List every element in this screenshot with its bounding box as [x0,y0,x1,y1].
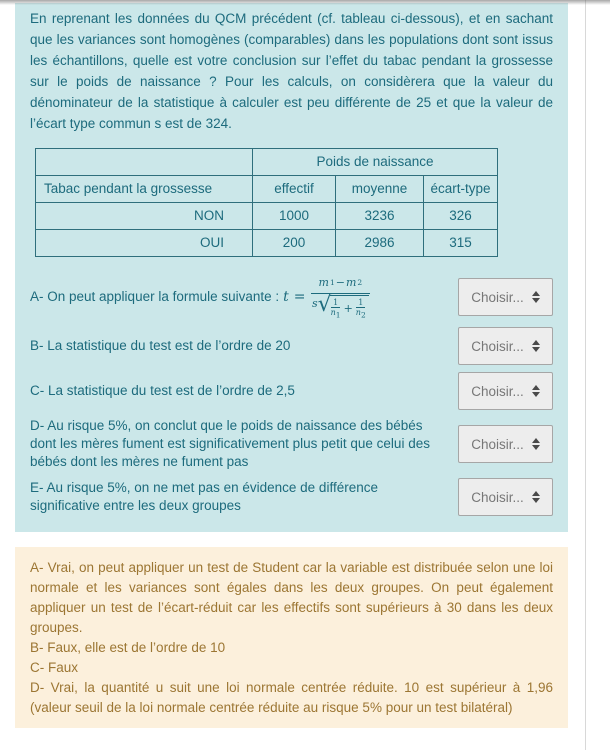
choice-select-c[interactable] [458,372,553,410]
cell-non-effectif: 1000 [253,203,336,230]
select-placeholder: Choisir... [471,436,524,452]
formula-denominator: s √ 1 $n_1$ + $\frac{1}{n_2}$ [312,294,369,320]
birth-weight-table [35,148,498,257]
choice-select-e[interactable] [458,478,553,516]
answer-paragraph-b: B- Faux, elle est de l’ordre de 10 [30,640,226,656]
table-row [36,230,498,257]
table-corner-cell [36,149,253,176]
answer-paragraph-c: C- Faux [30,660,79,676]
cell-non-moyenne: 3236 [336,203,424,230]
cell-oui-effectif: 200 [253,230,336,257]
cell-oui-ecart: 315 [424,230,498,257]
statement-row-b [30,327,553,365]
statement-row-d [30,417,553,471]
row-label-oui: OUI [36,230,253,257]
answer-panel [15,547,568,728]
dropdown-arrows-icon [532,291,540,303]
dropdown-arrows-icon [532,385,540,397]
square-root: √ 1 $n_1$ + $\frac{1}{n_2}$ [318,295,369,320]
formula-fraction [311,274,371,320]
select-placeholder: Choisir... [471,338,524,354]
table-title: Poids de naissance [253,149,498,176]
answer-paragraph-d: D- Vrai, la quantité u suit une loi normale centrée réduite. 10 est supérieur à 1,96 (valeur seuil de la loi normale centrée réduite au risque 5% pour un test bilatéral) [30,680,553,716]
table-title-row [36,149,498,176]
statement-row-c [30,372,553,410]
statement-label-a [30,274,370,320]
statement-label-c: C- La statistique du test est de l’ordre de 2,5 [30,383,295,399]
cell-oui-moyenne: 2986 [336,230,424,257]
select-placeholder: Choisir... [471,289,524,305]
page-divider-line [585,0,586,750]
top-edge-shadow [0,0,610,5]
statement-row-e [30,478,553,516]
table-header-row [36,176,498,203]
table-row [36,203,498,230]
radical-sign: √ [317,292,332,317]
cell-non-ecart: 326 [424,203,498,230]
statements-list [30,274,553,516]
formula-numerator: m 1 − m 2 [311,274,371,294]
statement-a-text: A- On peut appliquer la formule suivante : [30,289,280,305]
statement-label-b: B- La statistique du test est de l’ordre de 20 [30,338,291,354]
question-panel [15,3,568,532]
choice-select-d[interactable] [458,425,553,463]
dropdown-arrows-icon [532,491,540,503]
statement-label-d: D- Au risque 5%, on conclut que le poids de naissance des bébés dont les mères fument est significativement plus petit que celui des bébés dont les mères ne fument pas [30,418,430,470]
statement-row-a [30,274,553,320]
col-header-ecart-type: écart-type [424,176,498,203]
dropdown-arrows-icon [532,340,540,352]
t-test-formula [283,274,370,320]
formula-t: t [283,289,289,306]
select-placeholder: Choisir... [471,489,524,505]
page-content [15,3,568,728]
formula-equals: = [293,289,306,306]
answer-paragraph-a: A- Vrai, on peut appliquer un test de Student car la variable est distribuée selon une loi normale et les variances sont égales dans les deux groupes. On peut également appliquer un test de l’écart-réduit car les effectifs sont supérieurs à 30 dans les deux groupes. [30,560,553,636]
col-header-moyenne: moyenne [336,176,424,203]
dropdown-arrows-icon [532,438,540,450]
question-text: En reprenant les données du QCM précédent (cf. tableau ci-dessous), et en sachant que les variances sont homogènes (comparables) dans les populations dont sont issus les échantillons, quelle est votre conclusion sur l’effet du tabac pendant la grossesse sur le poids de naissance ? Pour les calculs, on considèrera que la valeur du dénominateur de la statistique à calculer est peu différente de 25 et que la valeur de l’écart type commun s est de 324. [30,11,553,131]
choice-select-b[interactable] [458,327,553,365]
select-placeholder: Choisir... [471,383,524,399]
table-row-header: Tabac pendant la grossesse [36,176,253,203]
col-header-effectif: effectif [253,176,336,203]
row-label-non: NON [36,203,253,230]
statement-label-e: E- Au risque 5%, on ne met pas en évidence de différence significative entre les deux groupes [30,480,378,514]
choice-select-a[interactable] [458,278,553,316]
